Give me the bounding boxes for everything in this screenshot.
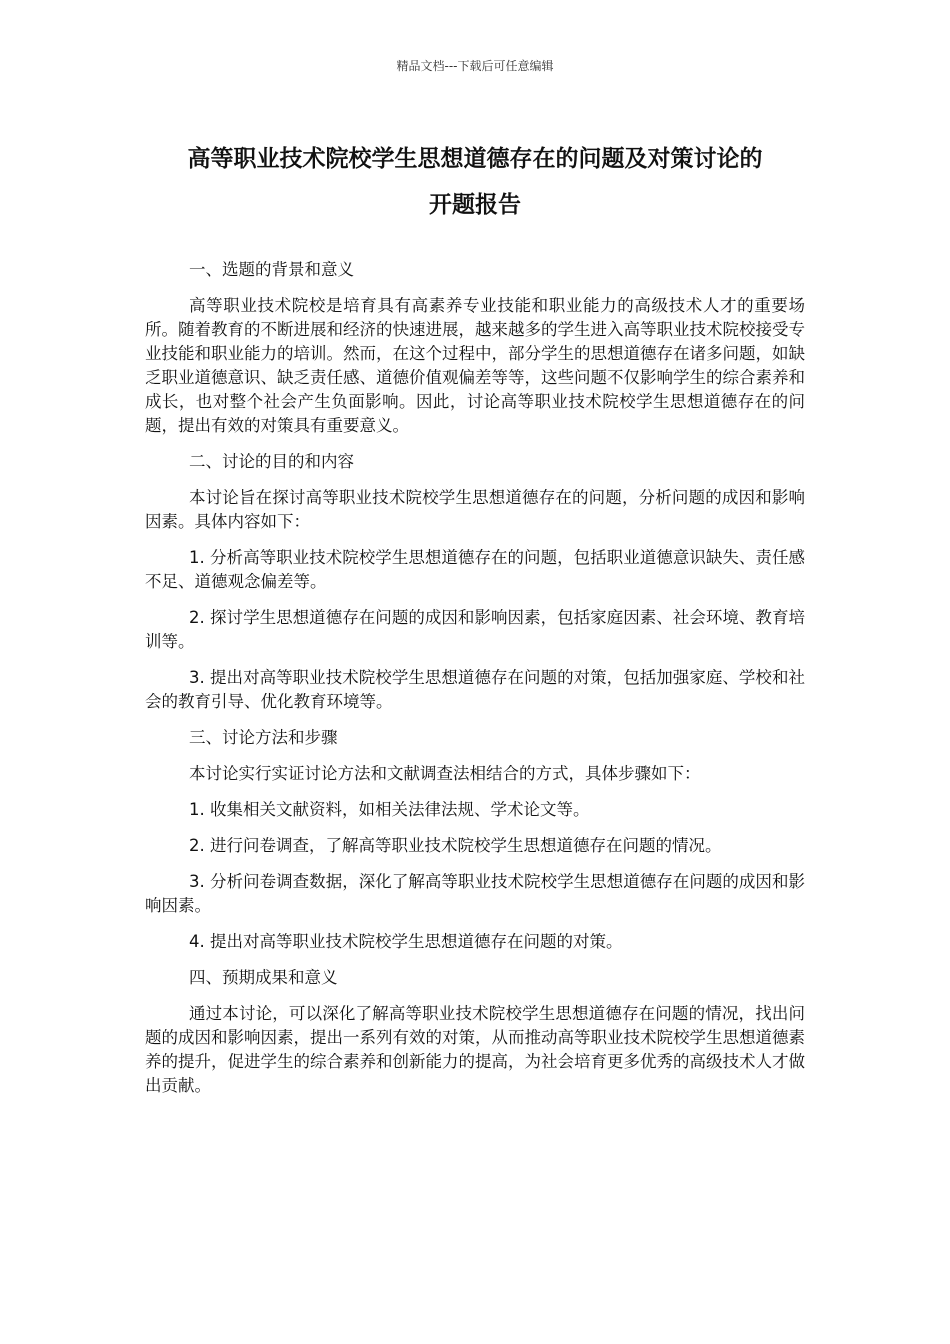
list-item-method-4: 4. 提出对高等职业技术院校学生思想道德存在问题的对策。: [189, 932, 623, 951]
list-item-method-1: 1. 收集相关文献资料，如相关法律法规、学术论文等。: [189, 800, 590, 819]
list-item-method-3: 3. 分析问卷调查数据，深化了解高等职业技术院校学生思想道德存在问题的成因和影响因素。: [145, 872, 805, 915]
list-item-purpose-3: 3. 提出对高等职业技术院校学生思想道德存在问题的对策，包括加强家庭、学校和社会的教育引导、优化教育环境等。: [145, 668, 805, 711]
title-line-2: 开题报告: [429, 192, 521, 218]
list-item-purpose-1: 1. 分析高等职业技术院校学生思想道德存在的问题，包括职业道德意识缺失、责任感不足、道德观念偏差等。: [145, 548, 805, 591]
document-body: [145, 258, 805, 1110]
paragraph-purpose-intro: 本讨论旨在探讨高等职业技术院校学生思想道德存在的问题，分析问题的成因和影响因素。具体内容如下：: [145, 488, 805, 531]
paragraph-background: 高等职业技术院校是培育具有高素养专业技能和职业能力的高级技术人才的重要场所。随着教育的不断进展和经济的快速进展，越来越多的学生进入高等职业技术院校接受专业技能和职业能力的培训。然而，在这个过程中，部分学生的思想道德存在诸多问题，如缺乏职业道德意识、缺乏责任感、道德价值观偏差等等，这些问题不仅影响学生的综合素养和成长，也对整个社会产生负面影响。因此，讨论高等职业技术院校学生思想道德存在的问题，提出有效的对策具有重要意义。: [145, 296, 805, 435]
section-heading-background: 一、选题的背景和意义: [189, 260, 354, 279]
title-line-1: 高等职业技术院校学生思想道德存在的问题及对策讨论的: [187, 146, 763, 172]
section-heading-purpose: 二、讨论的目的和内容: [189, 452, 354, 471]
document-title: [145, 136, 805, 228]
paragraph-outcomes: 通过本讨论，可以深化了解高等职业技术院校学生思想道德存在问题的情况，找出问题的成因和影响因素，提出一系列有效的对策，从而推动高等职业技术院校学生思想道德素养的提升，促进学生的综合素养和创新能力的提高，为社会培育更多优秀的高级技术人才做出贡献。: [145, 1004, 805, 1095]
paragraph-methods-intro: 本讨论实行实证讨论方法和文献调查法相结合的方式，具体步骤如下：: [189, 764, 701, 783]
header-note: 精品文档---下载后可任意编辑: [396, 59, 554, 73]
section-heading-outcomes: 四、预期成果和意义: [189, 968, 338, 987]
section-heading-methods: 三、讨论方法和步骤: [189, 728, 338, 747]
list-item-method-2: 2. 进行问卷调查，了解高等职业技术院校学生思想道德存在问题的情况。: [189, 836, 722, 855]
list-item-purpose-2: 2. 探讨学生思想道德存在问题的成因和影响因素，包括家庭因素、社会环境、教育培训等。: [145, 608, 805, 651]
